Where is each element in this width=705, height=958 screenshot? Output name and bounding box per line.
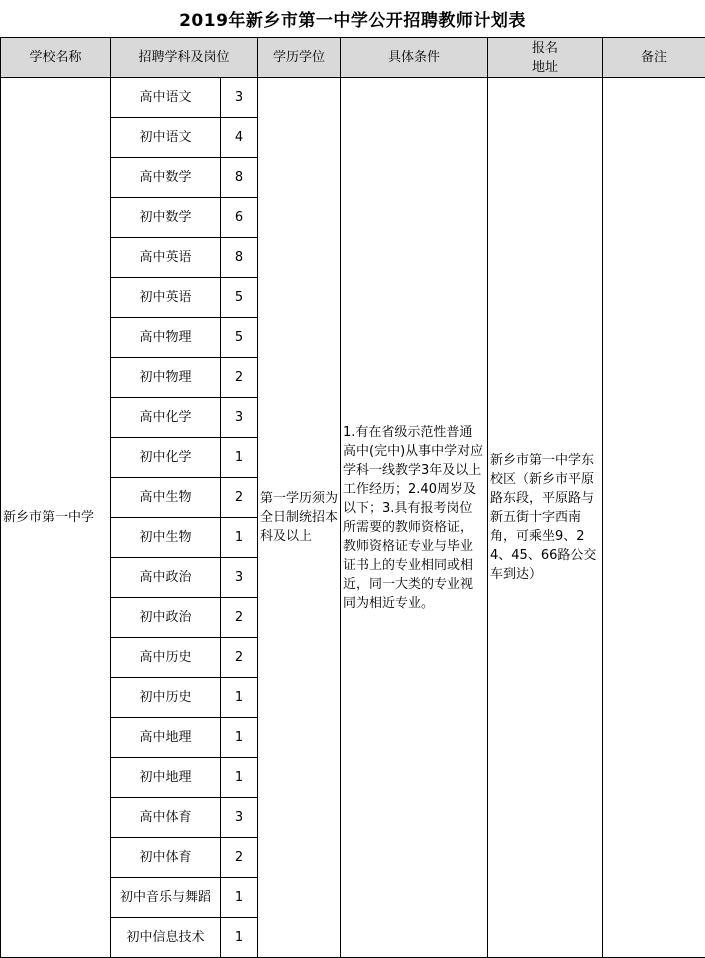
count-cell: 2 <box>221 638 258 678</box>
subject-cell: 高中英语 <box>111 238 221 278</box>
school-name-cell: 新乡市第一中学 <box>1 78 111 958</box>
count-cell: 3 <box>221 398 258 438</box>
count-cell: 3 <box>221 78 258 118</box>
subject-cell: 高中语文 <box>111 78 221 118</box>
address-cell: 新乡市第一中学东校区（新乡市平原路东段，平原路与新五街十字西南角，可乘坐9、24、45、66路公交车到达） <box>488 78 603 958</box>
page-title: 2019年新乡市第一中学公开招聘教师计划表 <box>0 0 705 38</box>
subject-cell: 初中数学 <box>111 198 221 238</box>
count-cell: 6 <box>221 198 258 238</box>
subject-cell: 初中音乐与舞蹈 <box>111 878 221 918</box>
count-cell: 1 <box>221 678 258 718</box>
count-cell: 1 <box>221 718 258 758</box>
header-notes: 备注 <box>603 38 705 78</box>
subject-cell: 高中物理 <box>111 318 221 358</box>
header-address <box>488 38 603 78</box>
subject-cell: 高中生物 <box>111 478 221 518</box>
count-cell: 4 <box>221 118 258 158</box>
header-school: 学校名称 <box>1 38 111 78</box>
subject-cell: 初中历史 <box>111 678 221 718</box>
count-cell: 1 <box>221 878 258 918</box>
count-cell: 3 <box>221 558 258 598</box>
count-cell: 5 <box>221 278 258 318</box>
count-cell: 1 <box>221 438 258 478</box>
subject-cell: 高中政治 <box>111 558 221 598</box>
subject-cell: 高中体育 <box>111 798 221 838</box>
header-row <box>1 38 705 78</box>
count-cell: 1 <box>221 758 258 798</box>
subject-cell: 初中物理 <box>111 358 221 398</box>
count-cell: 8 <box>221 158 258 198</box>
notes-cell <box>603 78 705 958</box>
count-cell: 2 <box>221 358 258 398</box>
subject-cell: 初中信息技术 <box>111 918 221 958</box>
count-cell: 1 <box>221 918 258 958</box>
subject-cell: 初中体育 <box>111 838 221 878</box>
header-degree: 学历学位 <box>258 38 341 78</box>
header-conditions: 具体条件 <box>341 38 488 78</box>
count-cell: 2 <box>221 838 258 878</box>
subject-cell: 初中地理 <box>111 758 221 798</box>
count-cell: 2 <box>221 598 258 638</box>
subject-cell: 初中英语 <box>111 278 221 318</box>
subject-cell: 高中数学 <box>111 158 221 198</box>
conditions-cell: 1.有在省级示范性普通高中(完中)从事中学对应学科一线教学3年及以上工作经历；2.40周岁及以下；3.具有报考岗位所需要的教师资格证，教师资格证专业与毕业证书上的专业相同或相近，同一大类的专业视同为相近专业。 <box>341 78 488 958</box>
subject-cell: 初中政治 <box>111 598 221 638</box>
subject-cell: 初中语文 <box>111 118 221 158</box>
header-subject: 招聘学科及岗位 <box>111 38 258 78</box>
header-address-line2: 地址 <box>532 59 559 75</box>
header-address-line1: 报名 <box>532 40 559 56</box>
subject-cell: 高中地理 <box>111 718 221 758</box>
count-cell: 8 <box>221 238 258 278</box>
count-cell: 3 <box>221 798 258 838</box>
subject-cell: 初中生物 <box>111 518 221 558</box>
subject-cell: 初中化学 <box>111 438 221 478</box>
recruitment-table <box>0 37 705 958</box>
subject-cell: 高中化学 <box>111 398 221 438</box>
table-row <box>1 78 705 118</box>
degree-cell: 第一学历须为全日制统招本科及以上 <box>258 78 341 958</box>
count-cell: 1 <box>221 518 258 558</box>
table-body <box>1 78 705 958</box>
count-cell: 2 <box>221 478 258 518</box>
count-cell: 5 <box>221 318 258 358</box>
subject-cell: 高中历史 <box>111 638 221 678</box>
